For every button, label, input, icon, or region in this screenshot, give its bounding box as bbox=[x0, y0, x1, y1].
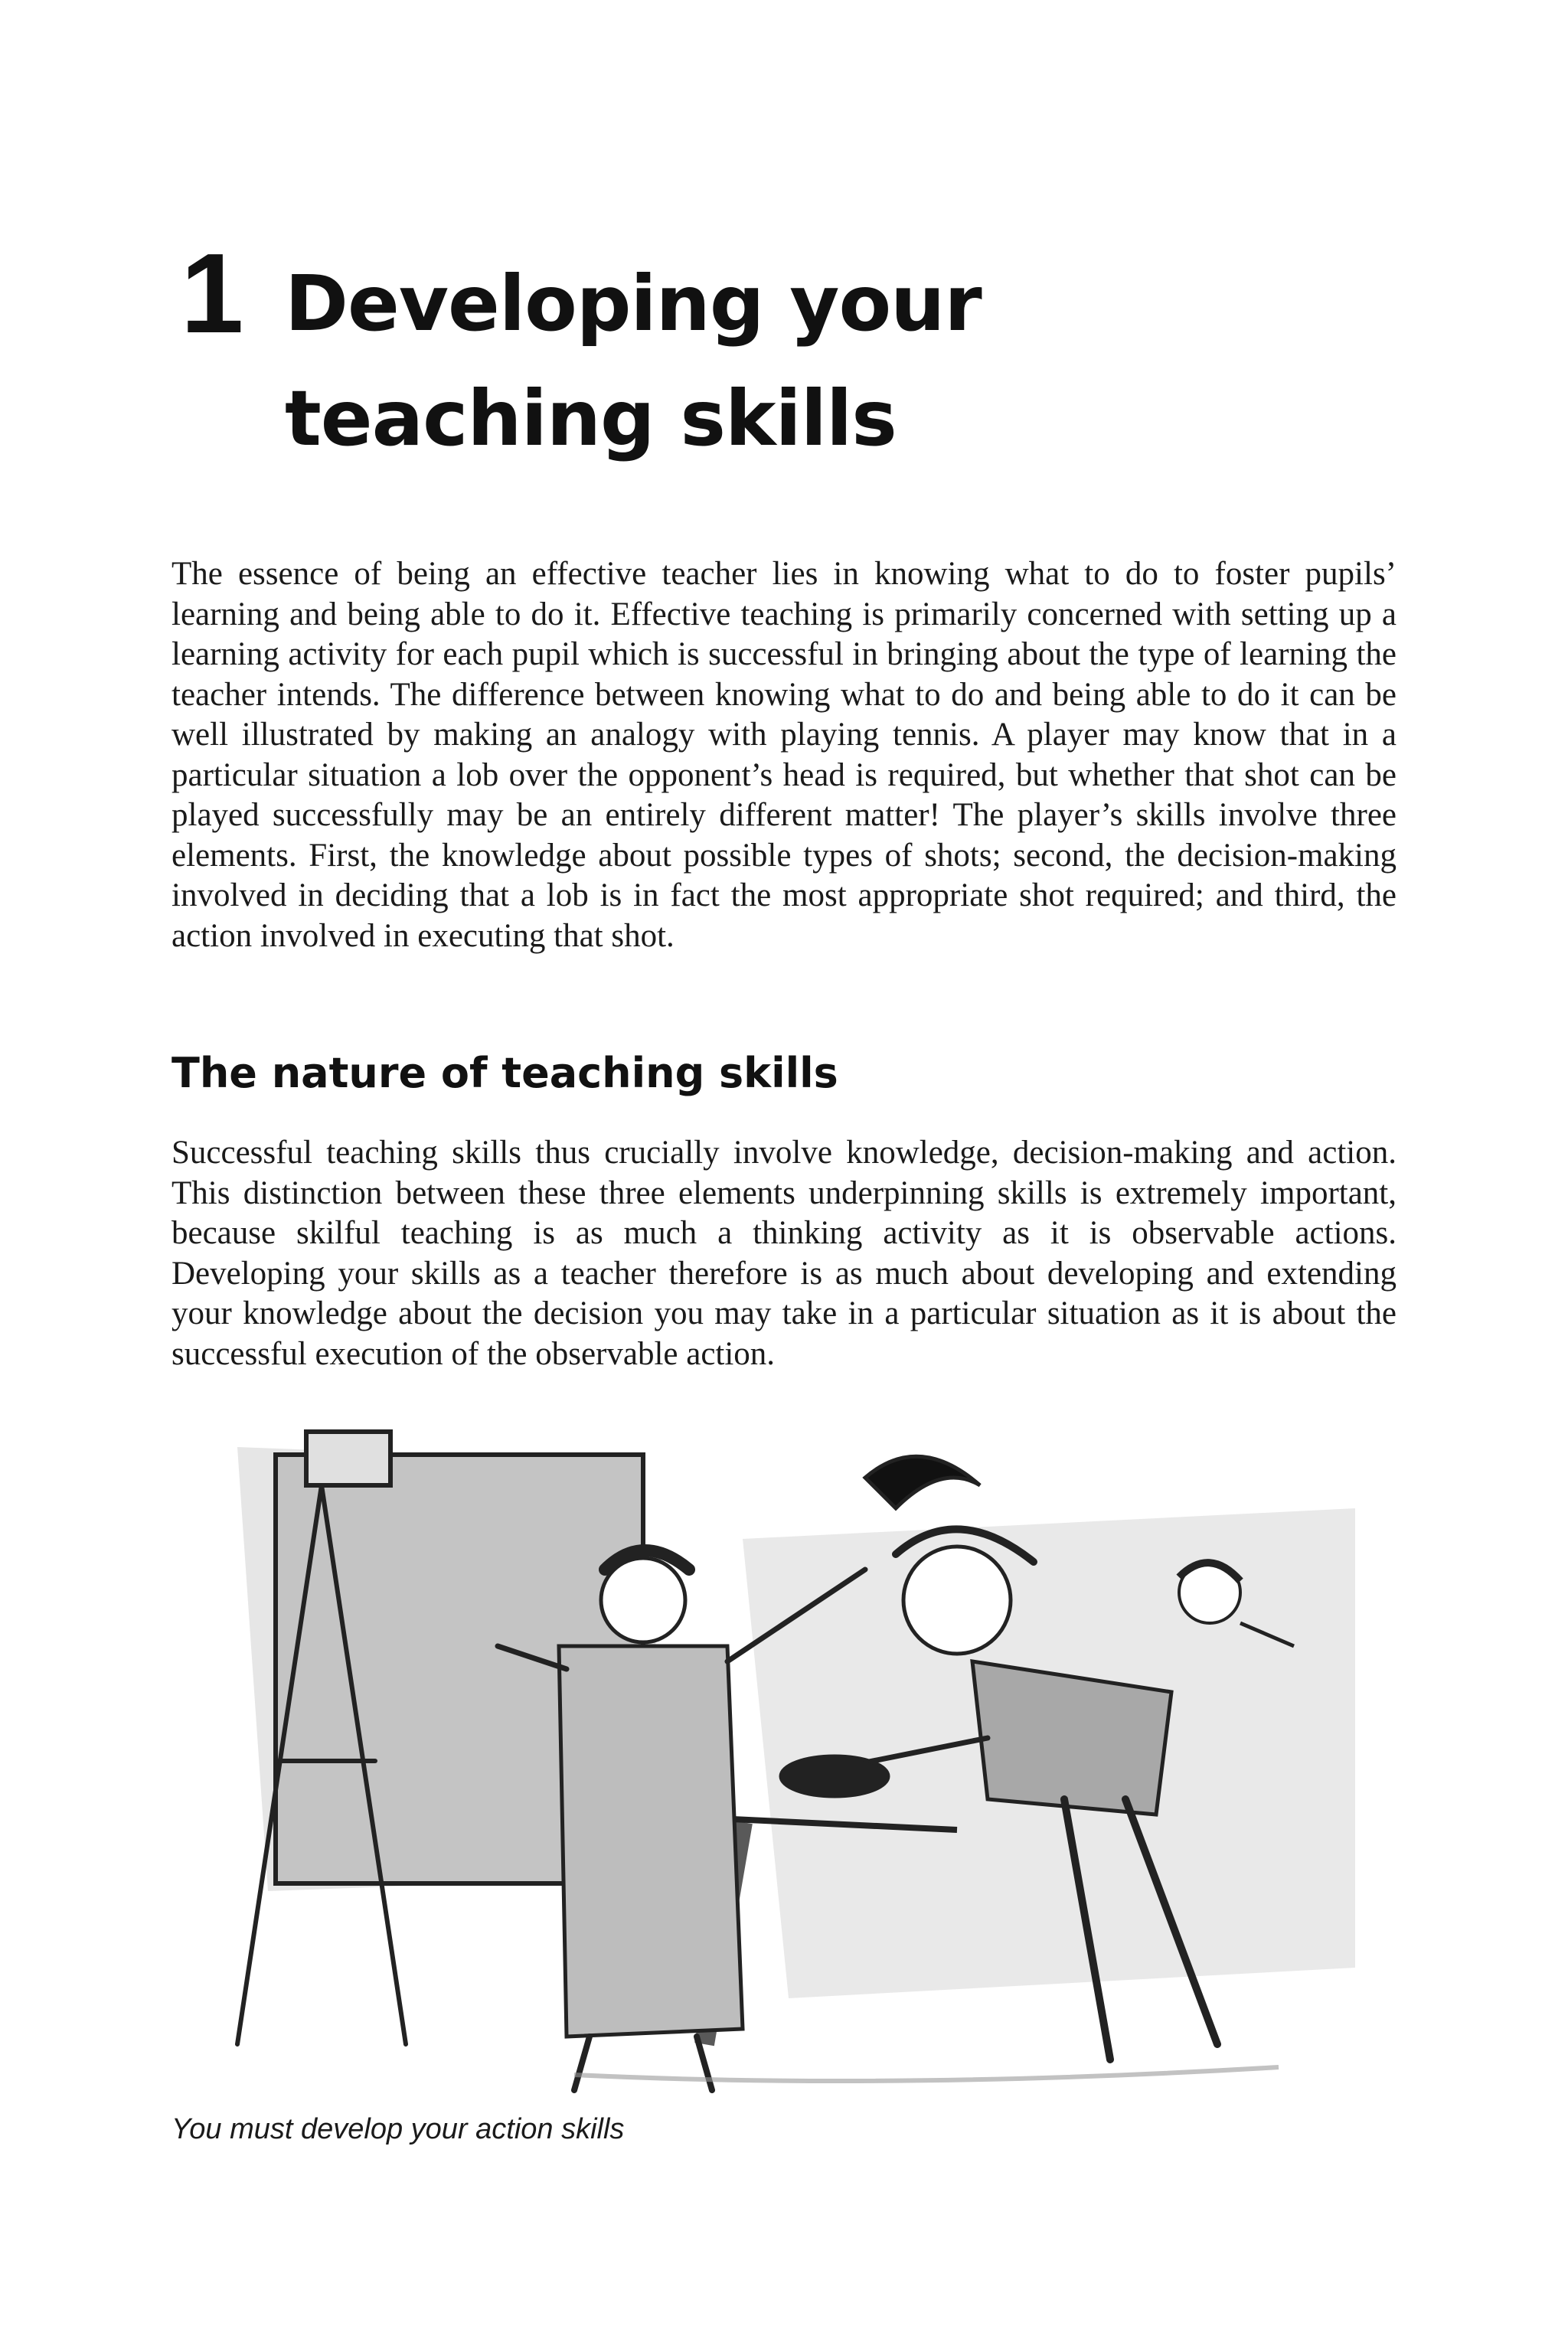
chapter-title bbox=[285, 247, 1395, 476]
chapter-number: 1 bbox=[181, 230, 244, 357]
chapter-title-line-1: Developing your bbox=[285, 259, 982, 348]
figure-caption: You must develop your action skills bbox=[172, 2113, 625, 2145]
chapter-title-line-2: teaching skills bbox=[285, 374, 897, 463]
section-paragraph: Successful teaching skills thus crucially involve knowledge, decision-making and action. This distinction between these three elements underpinning skills is extremely important, because skilful teaching is as much a thinking activity as it is observable actions. Developing your skills as a teacher therefore is as much about developing and extending your knowledge about the decision you may take in a particular situation as it is about the successful execution of the observable action. bbox=[172, 1135, 1396, 1372]
intro-paragraph: The essence of being an effective teacher lies in knowing what to do to foster pupils’ learning and being able to do it. Effective teaching is primarily concerned with setting up a learning activity for each pupil which is successful in bringing about the type of learning the teacher intends. The difference between knowing what to do and being able to do it can be well illustrated by making an analogy with playing tennis. A player may know that in a particular situation a lob over the opponent’s head is required, but whether that shot can be played successfully may be an entirely different matter! The player’s skills involve three elements. First, the knowledge about possible types of shots; second, the decision-making involved in deciding that a lob is in fact the most appropriate shot required; and third, the action involved in executing that shot. bbox=[172, 556, 1396, 954]
classroom-illustration bbox=[207, 1416, 1370, 2105]
section-heading: The nature of teaching skills bbox=[172, 1049, 838, 1097]
